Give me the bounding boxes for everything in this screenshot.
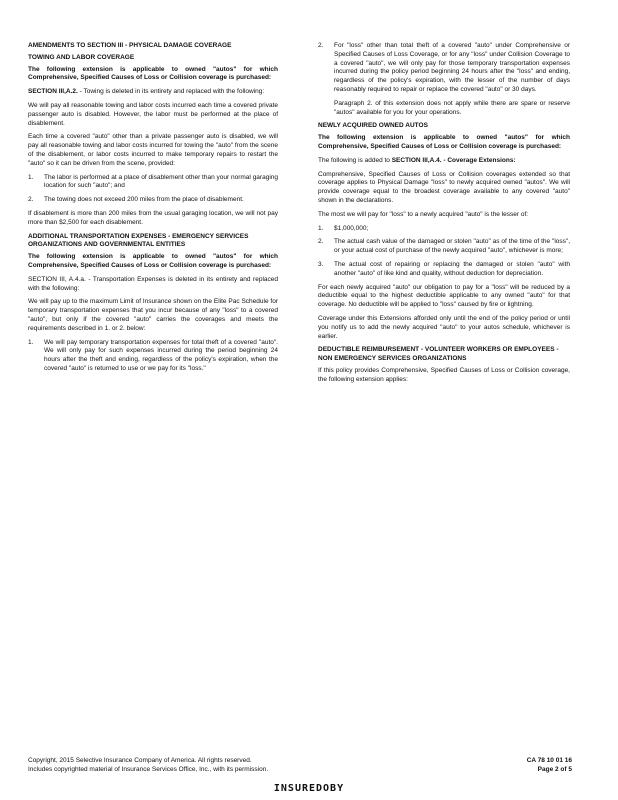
section-heading: NEWLY ACQUIRED OWNED AUTOS [318,122,428,130]
list-item-text: We will pay temporary transportation expenses for total theft of a covered "auto". We will only pay for such expenses incurred during the period beginning 24 hours after the theft and ending, regardless of the policy's expiration, when the covered "auto" is returned to use or we pay for its "loss." [44,338,278,372]
paragraph: The following extension is applicable to owned "autos" for which Comprehensive, Specified Causes of Loss or Collision coverage is purchased: [28,253,278,269]
section-ref: SECTION III,A.2. [28,88,78,96]
list-item-text: For "loss" other than total theft of a covered "auto" under Comprehensive or Specified Causes of Loss Coverage, or for any "loss" under Collision Coverage to a covered "auto", we will only pay for those temporary transportation expenses incurred during the policy period beginning 24 hours after the "loss" and ending, regardless of the policy's expiration, with the lesser of the number of days reasonably required to repair or replace the covered "auto" or 30 days. [334,42,570,93]
copyright-line: Copyright, 2015 Selective Insurance Company of America. All rights reserved. [28,757,252,764]
list-item-text: The actual cash value of the damaged or stolen "auto" as of the time of the "loss", or your actual cost of purchase of the newly acquired "auto", whichever is more; [334,238,570,255]
paragraph: We will pay up to the maximum Limit of Insurance shown on the Elite Pac Schedule for temporary transportation expenses that you incur because of any "loss" to a covered "auto", but only if the covered "auto" carries the coverages and meets the requirements described in 1. or 2. below: [28,298,278,332]
section-heading: DEDUCTIBLE REIMBURSEMENT - VOLUNTEER WORKERS OR EMPLOYEES - NON EMERGENCY SERVICES ORGANIZATIONS [318,346,559,363]
list-item [28,174,278,192]
list-number: 3. [318,260,324,268]
page-number: Page 2 of 5 [537,766,572,773]
list-item-text: The towing does not exceed 200 miles from the place of disablement. [44,196,244,204]
paragraph: The following extension is applicable to owned "autos" for which Comprehensive, Specified Causes of Loss or Collision coverage is purchased: [318,134,570,150]
left-column [28,42,278,379]
paragraph: Each time a covered "auto" other than a private passenger auto is disabled, we will pay all reasonable towing and labor costs incurred for towing the "auto" from the scene of the disablement, or labor costs incurred to make temporary repairs to restart the "auto" so it can be driven from the scene, provided: [28,133,278,167]
list-item [318,238,570,256]
list-item [28,339,278,374]
paragraph: If disablement is more than 200 miles from the usual garaging location, we will not pay more than $2,500 for each disablement. [28,209,278,226]
list-number: 2. [318,42,324,49]
copyright-line: Includes copyrighted material of Insurance Services Office, Inc., with its permission. [28,766,269,773]
paragraph [28,88,278,97]
section-heading: AMENDMENTS TO SECTION III - PHYSICAL DAMAGE COVERAGE [28,42,232,49]
paragraph: We will pay all reasonable towing and labor costs incurred each time a covered private passenger auto is disabled. However, the labor must be performed at the place of disablement. [28,101,278,127]
list-item-text: The actual cost of repairing or replacing the damaged or stolen "auto" with another "auto" of like kind and quality, without deduction for depreciation. [334,260,570,277]
list-item-text: The labor is performed at a place of disablement other than your normal garaging location for such "auto"; and [44,173,278,190]
list-number: 1. [318,224,324,232]
list-number: 1. [28,173,34,181]
list-number: 2. [318,238,324,246]
paragraph: The most we will pay for "loss" to a newly acquired "auto" is the lesser of: [318,210,529,218]
paragraph-text: The following is added to [318,156,392,164]
paragraph: Paragraph 2. of this extension does not apply while there are spare or reserve "autos" available for you for your operations. [334,99,570,116]
paragraph: The following extension is applicable to owned "autos" for which Comprehensive, Specified Causes of Loss or Collision coverage is purchased: [28,65,278,82]
list-item [28,196,278,205]
subheading: TOWING AND LABOR COVERAGE [28,53,135,61]
paragraph-text: - Towing is deleted in its entirety and replaced with the following: [77,88,265,96]
paragraph: For each newly acquired "auto" our obligation to pay for a "loss" will be reduced by a deductible equal to the highest deductible applicable to any owned "auto" for that coverage. No deductible will be applied to "loss" caused by fire or lightning. [318,283,570,309]
list-item [318,261,570,279]
paragraph: SECTION III, A.4.a. - Transportation Expenses is deleted in its entirety and replaced with the following: [28,275,278,292]
form-info [527,756,572,774]
section-ref: SECTION III,A.4. - Coverage Extensions: [391,156,516,164]
paragraph: Comprehensive, Specified Causes of Loss or Collision coverages extended so that coverage applies to Physical Damage "loss" to newly acquired owned "autos". We will provide coverage equal to the broadest coverage available to any covered "auto" shown in the declarations. [318,170,570,204]
copyright [28,756,388,774]
list-number: 1. [28,338,34,346]
list-item-text: $1,000,000; [334,224,369,232]
list-number: 2. [28,196,34,204]
list-item [318,225,570,234]
paragraph: Coverage under this Extensions afforded only until the end of the policy period or until you notify us to add the newly acquired "auto" to your autos schedule, whichever is earlier. [318,314,570,340]
form-number: CA 78 10 01 16 [526,757,572,764]
paragraph [318,157,570,166]
section-heading: ADDITIONAL TRANSPORTATION EXPENSES - EMERGENCY SERVICES ORGANIZATIONS AND GOVERNMENTAL ENTITIES [28,232,249,249]
right-column [318,42,570,390]
paragraph: If this policy provides Comprehensive, Specified Causes of Loss or Collision coverage, the following extension applies: [318,366,570,383]
watermark: INSUREDOBY [273,783,345,794]
list-item [318,42,570,95]
